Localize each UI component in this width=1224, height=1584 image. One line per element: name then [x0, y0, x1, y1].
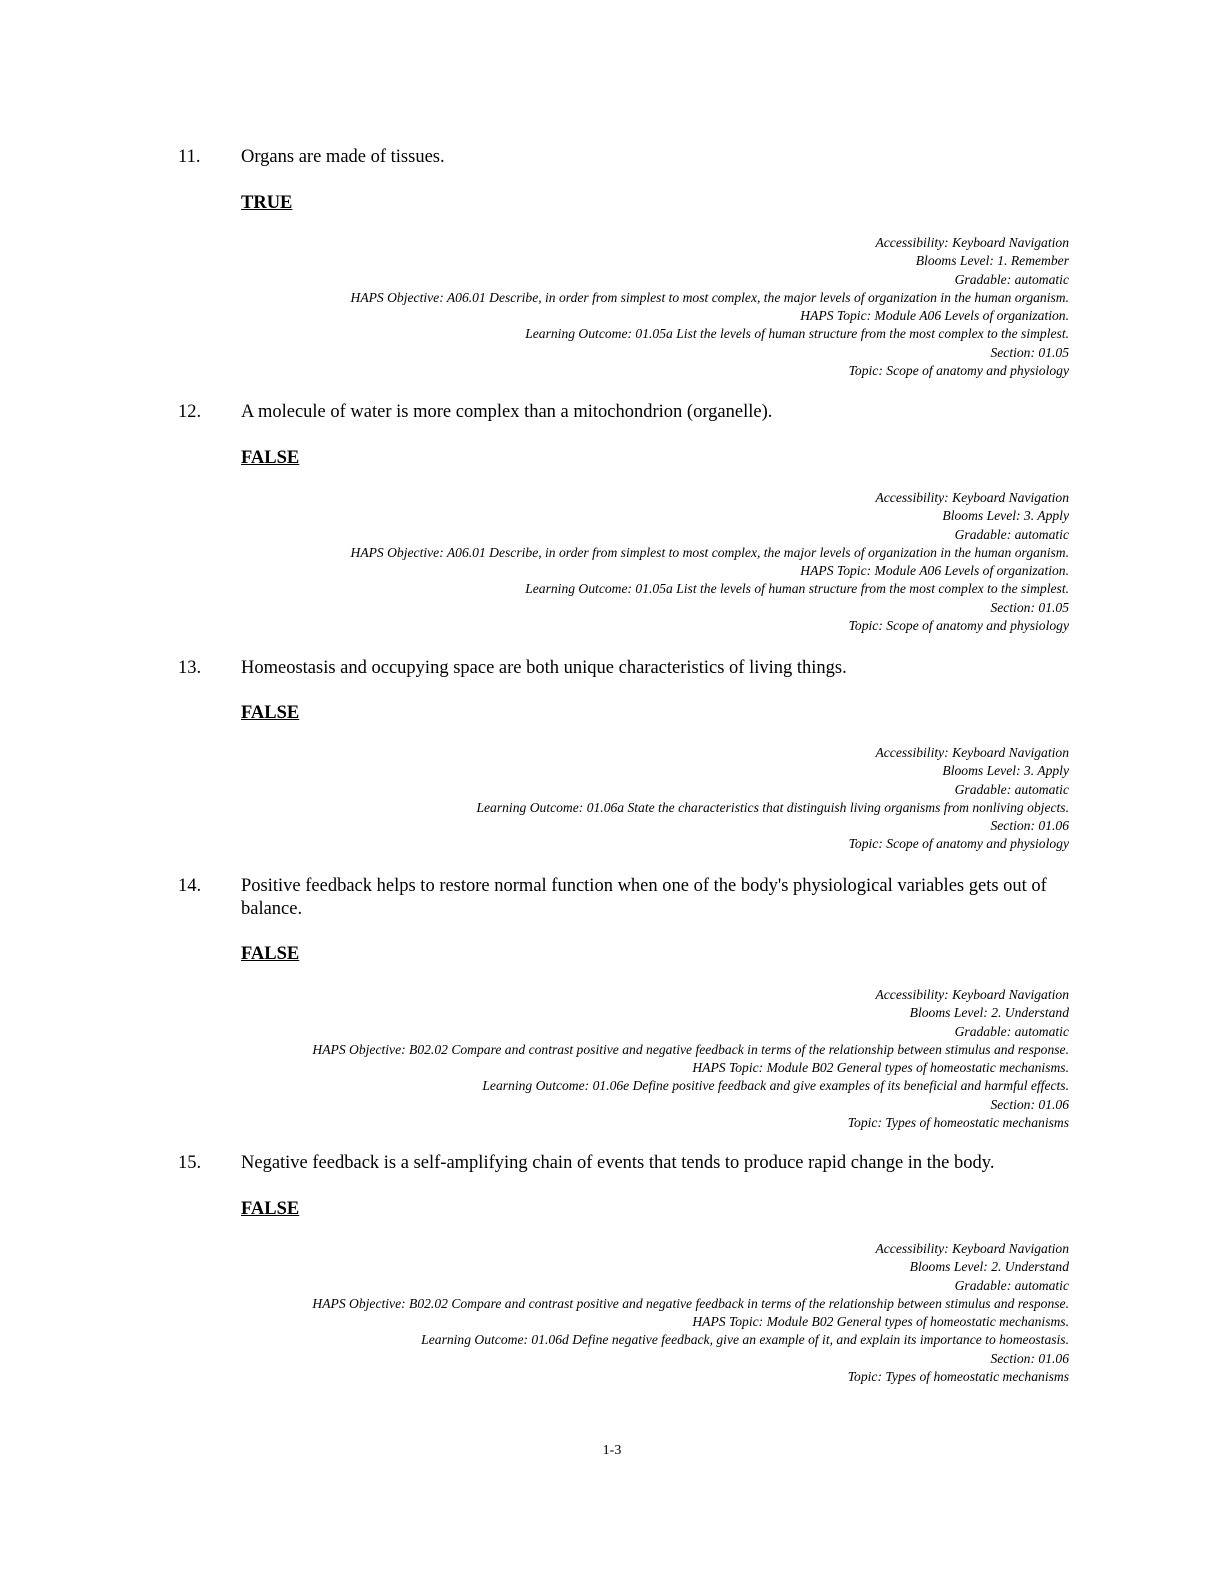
answer-label: FALSE: [241, 448, 300, 468]
meta-line: Gradable: automatic: [954, 526, 1069, 542]
answer-label: TRUE: [241, 193, 293, 213]
question-number: 11.: [178, 147, 201, 167]
question-number: 15.: [178, 1153, 202, 1173]
meta-line: Learning Outcome: 01.06d Define negative feedback, give an example of it, and explain its importance to homeostasis.: [421, 1332, 1069, 1348]
question-metadata: [351, 234, 1070, 380]
meta-line: HAPS Objective: B02.02 Compare and contrast positive and negative feedback in terms of the relationship between stimulus and response.: [312, 1041, 1069, 1057]
meta-line: HAPS Topic: Module B02 General types of homeostatic mechanisms.: [692, 1314, 1069, 1330]
page-number: 1-3: [602, 1443, 622, 1458]
meta-line: Accessibility: Keyboard Navigation: [875, 745, 1069, 760]
answer-label: FALSE: [241, 1199, 300, 1219]
meta-line: Section: 01.05: [990, 344, 1069, 360]
meta-line: Topic: Scope of anatomy and physiology: [848, 618, 1069, 634]
question-number: 12.: [178, 402, 202, 422]
meta-line: Blooms Level: 2. Understand: [909, 1005, 1069, 1021]
question-number: 14.: [178, 876, 202, 896]
meta-line: Topic: Scope of anatomy and physiology: [848, 836, 1069, 852]
meta-line: Accessibility: Keyboard Navigation: [875, 490, 1069, 505]
answer-label: FALSE: [241, 703, 300, 723]
meta-line: HAPS Topic: Module A06 Levels of organization.: [800, 563, 1069, 579]
meta-line: Gradable: automatic: [954, 1023, 1069, 1039]
question-metadata: [351, 489, 1070, 635]
question-number: 13.: [178, 658, 202, 678]
meta-line: HAPS Topic: Module A06 Levels of organization.: [800, 308, 1069, 324]
meta-line: Gradable: automatic: [954, 1277, 1069, 1293]
question-metadata: [312, 986, 1069, 1132]
meta-line: HAPS Objective: B02.02 Compare and contrast positive and negative feedback in terms of the relationship between stimulus and response.: [312, 1295, 1069, 1311]
question-text: Organs are made of tissues.: [241, 147, 445, 167]
meta-line: Accessibility: Keyboard Navigation: [875, 1241, 1069, 1256]
question-metadata: [312, 1240, 1069, 1386]
meta-line: Topic: Types of homeostatic mechanisms: [847, 1115, 1069, 1131]
question-text: Homeostasis and occupying space are both unique characteristics of living things.: [241, 658, 847, 678]
meta-line: Blooms Level: 2. Understand: [909, 1259, 1069, 1275]
meta-line: Topic: Scope of anatomy and physiology: [848, 363, 1069, 379]
meta-line: Accessibility: Keyboard Navigation: [875, 987, 1069, 1002]
meta-line: HAPS Objective: A06.01 Describe, in order from simplest to most complex, the major levels of organization in the human organism.: [350, 544, 1069, 560]
question-text: Negative feedback is a self-amplifying chain of events that tends to produce rapid change in the body.: [241, 1153, 995, 1173]
question-metadata: [476, 744, 1069, 854]
meta-line: Section: 01.06: [990, 1096, 1069, 1112]
question-text: Positive feedback helps to restore normal function when one of the body's physiological variables gets out of balance.: [241, 876, 1047, 919]
question-text: A molecule of water is more complex than a mitochondrion (organelle).: [241, 402, 773, 422]
answer-label: FALSE: [241, 944, 300, 964]
meta-line: Section: 01.05: [990, 599, 1069, 615]
meta-line: Gradable: automatic: [954, 271, 1069, 287]
meta-line: HAPS Topic: Module B02 General types of homeostatic mechanisms.: [692, 1060, 1069, 1076]
meta-line: Section: 01.06: [990, 818, 1069, 834]
meta-line: Learning Outcome: 01.06a State the characteristics that distinguish living organisms from nonliving objects.: [476, 799, 1069, 815]
meta-line: Gradable: automatic: [954, 781, 1069, 797]
meta-line: HAPS Objective: A06.01 Describe, in order from simplest to most complex, the major levels of organization in the human organism.: [350, 289, 1069, 305]
meta-line: Topic: Types of homeostatic mechanisms: [847, 1369, 1069, 1385]
meta-line: Blooms Level: 1. Remember: [915, 253, 1069, 269]
meta-line: Blooms Level: 3. Apply: [942, 763, 1069, 779]
meta-line: Accessibility: Keyboard Navigation: [875, 235, 1069, 250]
meta-line: Learning Outcome: 01.06e Define positive feedback and give examples of its beneficial and harmful effects.: [482, 1078, 1069, 1094]
meta-line: Learning Outcome: 01.05a List the levels of human structure from the most complex to the simplest.: [525, 326, 1069, 342]
meta-line: Section: 01.06: [990, 1350, 1069, 1366]
meta-line: Blooms Level: 3. Apply: [942, 508, 1069, 524]
meta-line: Learning Outcome: 01.05a List the levels of human structure from the most complex to the simplest.: [525, 581, 1069, 597]
